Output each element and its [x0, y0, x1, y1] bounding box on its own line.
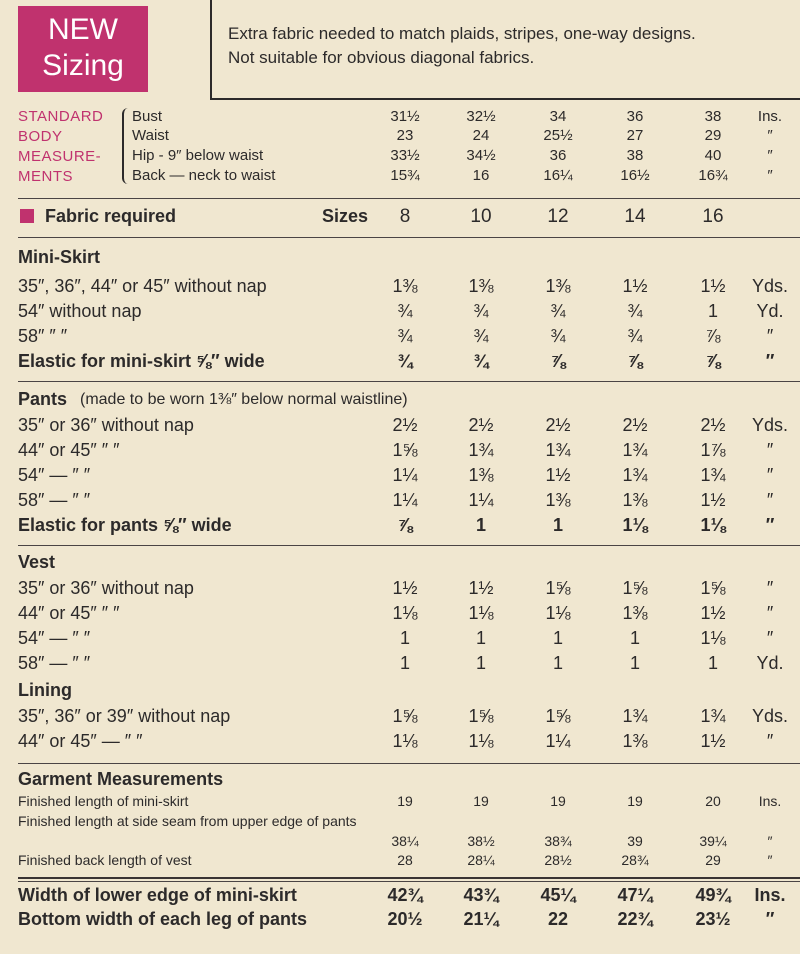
row-value: 1 — [629, 653, 641, 673]
row-value: 36 — [626, 108, 644, 125]
row-label: 54″ — ″ ″ — [18, 628, 91, 648]
row-value: 1 — [475, 628, 487, 648]
fabric-required-heading: Fabric required — [45, 206, 177, 226]
row-value: 1⅜ — [392, 276, 418, 296]
row-value: ¾ — [473, 301, 489, 321]
row-unit: ″ — [766, 603, 774, 623]
row-unit: ″ — [766, 731, 774, 751]
row-unit: ″ — [767, 167, 773, 184]
row-value: 1 — [552, 515, 564, 535]
row-value: 38¾ — [544, 833, 572, 849]
row-label: 54″ — ″ ″ — [18, 465, 91, 485]
section-title-mini-skirt: Mini-Skirt — [18, 247, 101, 267]
row-value: 28 — [397, 852, 413, 868]
row-value: 25½ — [543, 127, 573, 144]
row-value: 1⅛ — [700, 628, 726, 648]
divider — [18, 198, 800, 199]
row-value: 1⅜ — [468, 465, 494, 485]
row-value: 1 — [552, 653, 564, 673]
row-value: 38¼ — [391, 833, 419, 849]
row-value: 1⅝ — [392, 706, 418, 726]
row-unit: Ins. — [758, 793, 782, 809]
size-header: 8 — [399, 206, 411, 227]
row-value: 1 — [475, 653, 487, 673]
row-value: 47¼ — [617, 885, 653, 905]
row-unit: Yd. — [756, 301, 784, 321]
row-label: 35″ or 36″ without nap — [18, 415, 194, 435]
row-value: 19 — [397, 793, 413, 809]
row-value: 45¼ — [540, 885, 576, 905]
row-value: 1⅛ — [622, 515, 648, 535]
row-value: 24 — [472, 127, 490, 144]
badge-line-1: NEW — [48, 13, 118, 46]
row-label: 35″, 36″, 44″ or 45″ without nap — [18, 276, 267, 296]
row-value: 1½ — [468, 578, 494, 598]
row-value: 19 — [550, 793, 566, 809]
row-value: 36 — [549, 147, 567, 164]
row-value: 1½ — [622, 276, 648, 296]
row-unit: ″ — [766, 628, 774, 648]
row-value: 2½ — [700, 415, 726, 435]
row-value: 1¾ — [468, 440, 494, 460]
row-unit: ″ — [765, 351, 775, 371]
row-value: ⅞ — [550, 351, 566, 371]
body-measurements-label-3: MEASURE- — [18, 148, 102, 165]
row-value: ¾ — [627, 301, 643, 321]
row-value: 34 — [549, 108, 567, 125]
row-label: 44″ or 45″ — ″ ″ — [18, 731, 143, 751]
row-value: 1½ — [700, 276, 726, 296]
row-unit: ″ — [765, 515, 775, 535]
row-value: 16¼ — [543, 167, 573, 184]
note-line-2: Not suitable for obvious diagonal fabrics. — [228, 48, 535, 67]
row-value: 38 — [626, 147, 644, 164]
row-label: 44″ or 45″ ″ ″ — [18, 440, 120, 460]
row-value: 1½ — [700, 731, 726, 751]
row-value: 38½ — [467, 833, 495, 849]
row-value: 1⅛ — [468, 731, 494, 751]
divider — [18, 381, 800, 382]
row-value: ⅞ — [627, 351, 643, 371]
row-unit: ″ — [766, 465, 774, 485]
row-value: 1⅝ — [468, 706, 494, 726]
row-value: 32½ — [466, 108, 496, 125]
row-value: 20 — [705, 793, 721, 809]
row-value: 22 — [547, 909, 569, 929]
row-value: ¾ — [473, 351, 489, 371]
divider — [18, 881, 800, 882]
row-value: 29 — [704, 127, 722, 144]
row-value: 1⅛ — [468, 603, 494, 623]
row-value: 39 — [627, 833, 643, 849]
pants-subtitle: (made to be worn 1⅜″ below normal waistline) — [80, 391, 408, 408]
row-unit: ″ — [766, 490, 774, 510]
row-value: 1¾ — [545, 440, 571, 460]
row-value: 2½ — [468, 415, 494, 435]
row-value: 1⅛ — [545, 603, 571, 623]
row-unit: Ins. — [754, 885, 786, 905]
row-label: Bottom width of each leg of pants — [18, 909, 307, 929]
row-value: 19 — [473, 793, 489, 809]
row-value: 2½ — [545, 415, 571, 435]
row-label: Elastic for pants ⅝″ wide — [18, 515, 232, 535]
row-unit: Ins. — [757, 108, 783, 125]
row-value: 1¼ — [545, 731, 571, 751]
row-unit: Yds. — [751, 276, 789, 296]
row-value: 1¼ — [468, 490, 494, 510]
row-value: 1 — [629, 628, 641, 648]
row-label: Finished length of mini-skirt — [18, 793, 189, 809]
row-unit: Yds. — [751, 706, 789, 726]
row-value: 15¾ — [390, 167, 420, 184]
divider — [18, 763, 800, 764]
row-value: 39¼ — [699, 833, 727, 849]
row-label: 35″, 36″ or 39″ without nap — [18, 706, 231, 726]
row-value: 1⅝ — [545, 706, 571, 726]
size-header: 14 — [624, 206, 646, 227]
row-label: Width of lower edge of mini-skirt — [18, 885, 297, 905]
size-header: 10 — [470, 206, 492, 227]
size-header: 12 — [547, 206, 569, 227]
row-value: 1 — [399, 628, 411, 648]
row-value: 21¼ — [463, 909, 499, 929]
row-value: ¾ — [627, 326, 643, 346]
row-value: 20½ — [387, 909, 423, 929]
row-value: ¾ — [397, 351, 413, 371]
row-value: 1⅛ — [392, 603, 418, 623]
row-label: 54″ without nap — [18, 301, 142, 321]
row-value: 2½ — [622, 415, 648, 435]
row-value: 49¾ — [695, 885, 731, 905]
row-value: 1½ — [700, 490, 726, 510]
row-value: 1¾ — [622, 440, 648, 460]
row-value: 1⅛ — [392, 731, 418, 751]
row-value: 1¼ — [392, 490, 418, 510]
row-value: 2½ — [392, 415, 418, 435]
row-value: ¾ — [550, 326, 566, 346]
row-value: 1⅜ — [545, 490, 571, 510]
body-measurements-label-4: MENTS — [18, 168, 73, 185]
row-unit: ″ — [767, 127, 773, 144]
row-value: 1½ — [392, 578, 418, 598]
divider — [18, 237, 800, 238]
row-value: 27 — [626, 127, 644, 144]
row-value: ⅞ — [397, 515, 413, 535]
row-value: 1⅝ — [700, 578, 726, 598]
badge-line-2: Sizing — [42, 49, 124, 82]
row-value: 1¼ — [392, 465, 418, 485]
row-value: 1¾ — [622, 465, 648, 485]
row-label: 44″ or 45″ ″ ″ — [18, 603, 120, 623]
row-value: 43¾ — [463, 885, 499, 905]
magenta-square-icon — [20, 209, 34, 223]
row-value: 1¾ — [622, 706, 648, 726]
row-value: ⅞ — [705, 351, 721, 371]
row-value: 28¾ — [621, 852, 649, 868]
row-label: Bust — [132, 108, 163, 125]
row-value: 1 — [707, 301, 719, 321]
row-value: 1⅛ — [700, 515, 726, 535]
section-title-pants: Pants — [18, 389, 68, 409]
row-value: 16¾ — [698, 167, 728, 184]
row-value: ¾ — [473, 326, 489, 346]
row-value: 1¾ — [700, 465, 726, 485]
row-label: Finished length at side seam from upper edge of pants — [18, 813, 357, 829]
row-value: 1⅜ — [622, 603, 648, 623]
row-unit: ″ — [765, 909, 775, 929]
row-value: 16 — [472, 167, 490, 184]
row-value: 16½ — [620, 167, 650, 184]
divider — [18, 877, 800, 879]
section-title-lining: Lining — [18, 680, 72, 700]
row-unit: ″ — [766, 578, 774, 598]
row-value: ¾ — [397, 301, 413, 321]
row-value: 42¾ — [387, 885, 423, 905]
row-value: 1 — [475, 515, 487, 535]
note-line-1: Extra fabric needed to match plaids, stripes, one-way designs. — [228, 24, 696, 43]
row-value: ¾ — [550, 301, 566, 321]
row-value: 1 — [707, 653, 719, 673]
row-unit: ″ — [766, 440, 774, 460]
row-unit: ″ — [767, 147, 773, 164]
row-unit: ″ — [767, 833, 773, 849]
row-value: 1 — [399, 653, 411, 673]
row-value: 29 — [705, 852, 721, 868]
row-unit: Yd. — [756, 653, 784, 673]
row-value: 1⅜ — [622, 490, 648, 510]
row-value: 1 — [552, 628, 564, 648]
row-label: Hip - 9″ below waist — [132, 147, 264, 164]
row-value: 1⅝ — [392, 440, 418, 460]
row-value: 23½ — [695, 909, 731, 929]
row-value: 28¼ — [467, 852, 495, 868]
row-unit: ″ — [766, 326, 774, 346]
row-label: Finished back length of vest — [18, 852, 192, 868]
section-title-vest: Vest — [18, 552, 56, 572]
row-value: 1⅝ — [622, 578, 648, 598]
row-value: 23 — [396, 127, 414, 144]
row-value: 22¾ — [617, 909, 653, 929]
row-value: 1⅝ — [545, 578, 571, 598]
row-value: 1⅜ — [545, 276, 571, 296]
new-sizing-badge — [18, 6, 148, 92]
row-value: ¾ — [397, 326, 413, 346]
sizes-label: Sizes — [322, 206, 369, 226]
row-value: 1¾ — [700, 706, 726, 726]
row-value: 1⅞ — [700, 440, 726, 460]
row-value: 1½ — [545, 465, 571, 485]
row-label: 58″ — ″ ″ — [18, 653, 91, 673]
fabric-note-box — [210, 0, 800, 100]
row-label: Waist — [132, 127, 169, 144]
row-label: 58″ ″ ″ — [18, 326, 68, 346]
row-value: 34½ — [466, 147, 496, 164]
row-value: 31½ — [390, 108, 420, 125]
divider — [18, 545, 800, 546]
row-label: Back — neck to waist — [132, 167, 276, 184]
row-value: 1½ — [700, 603, 726, 623]
row-unit: ″ — [767, 852, 773, 868]
measurements-brace — [122, 108, 132, 184]
row-value: 28½ — [544, 852, 572, 868]
body-measurements-label-2: BODY — [18, 128, 63, 145]
row-label: 58″ — ″ ″ — [18, 490, 91, 510]
row-label: 35″ or 36″ without nap — [18, 578, 194, 598]
row-value: 33½ — [390, 147, 420, 164]
row-unit: Yds. — [751, 415, 789, 435]
row-value: 19 — [627, 793, 643, 809]
row-value: 38 — [704, 108, 722, 125]
row-label: Elastic for mini-skirt ⅝″ wide — [18, 351, 265, 371]
size-header: 16 — [702, 206, 724, 227]
row-value: ⅞ — [705, 326, 721, 346]
row-value: 1⅜ — [622, 731, 648, 751]
row-value: 40 — [704, 147, 722, 164]
section-title-garment-measurements: Garment Measurements — [18, 769, 224, 789]
row-value: 1⅜ — [468, 276, 494, 296]
body-measurements-label-1: STANDARD — [18, 108, 104, 125]
